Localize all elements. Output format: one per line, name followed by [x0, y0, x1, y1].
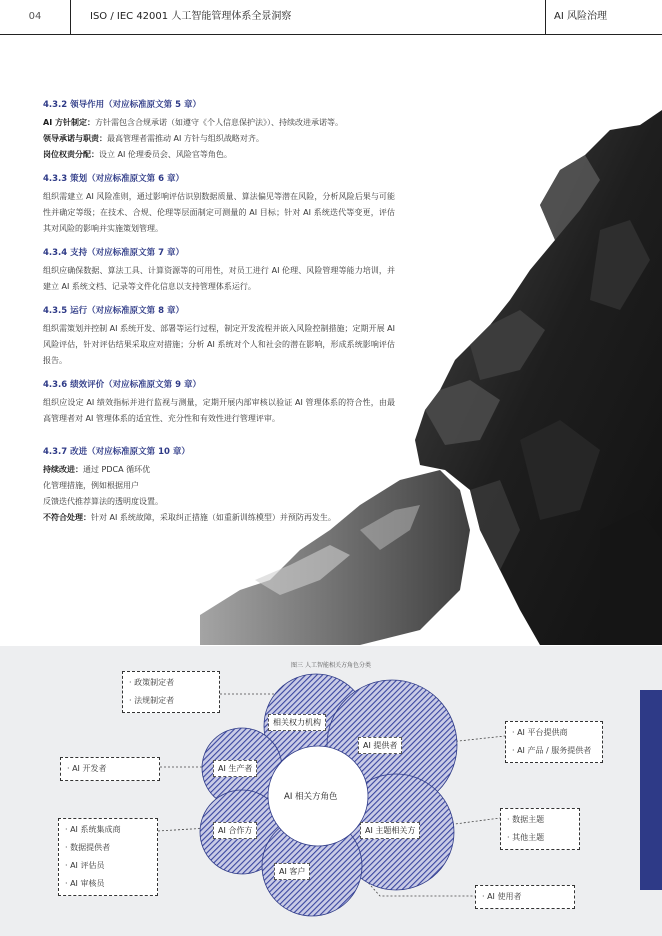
- main-content: [43, 98, 395, 526]
- annotation-authority: · 政策制定者 · 法规制定者: [122, 671, 220, 713]
- side-tab-decoration: [640, 690, 662, 890]
- annotation-partner: · AI 系统集成商 · 数据提供者 · AI 评估员 · AI 审核员: [58, 818, 158, 896]
- node-producer: AI 生产者: [213, 760, 257, 777]
- section-name: AI 风险治理: [545, 0, 662, 34]
- node-provider: AI 提供者: [358, 737, 402, 754]
- diagram-caption: 图三 人工智能相关方角色分类: [291, 662, 371, 669]
- section-title: 4.3.3 策划（对应标准原文第 6 章）: [43, 174, 184, 184]
- node-subject: AI 主题相关方: [360, 822, 420, 839]
- section-support: [43, 246, 395, 295]
- section-performance: [43, 378, 395, 445]
- list-item: 岗位权责分配：设立 AI 伦理委员会、风险官等角色。: [43, 150, 232, 159]
- node-authority: 相关权力机构: [268, 714, 326, 731]
- section-text: 组织应确保数据、算法工具、计算资源等的可用性，对员工进行 AI 伦理、风险管理等能力培训，并建立 AI 系统文档、记录等文件化信息以支持管理体系运行。: [43, 266, 395, 291]
- document-title: ISO / IEC 42001 人工智能管理体系全景洞察: [90, 11, 292, 22]
- page-header: [0, 0, 662, 35]
- section-leadership: [43, 98, 395, 172]
- center-label: AI 相关方角色: [284, 792, 338, 802]
- list-item-continued: 反馈迭代推荐算法的透明度设置。: [43, 497, 163, 506]
- section-title: 4.3.2 领导作用（对应标准原文第 5 章）: [43, 100, 201, 110]
- annotation-subject: · 数据主题 · 其他主题: [500, 808, 580, 850]
- annotation-producer: · AI 开发者: [60, 757, 160, 781]
- section-improvement: [43, 445, 395, 526]
- section-text: 组织需建立 AI 风险准则，通过影响评估识别数据质量、算法偏见等潜在风险，分析风险后果与可能性并确定等级；在技术、合规、伦理等层面制定可测量的 AI 目标；针对 AI 系统迭代等变更，评估其对风险的影响并实施策划管理。: [43, 192, 395, 233]
- section-title: 4.3.6 绩效评价（对应标准原文第 9 章）: [43, 380, 201, 390]
- node-customer: AI 客户: [274, 863, 310, 880]
- list-item: 不符合处理：针对 AI 系统故障，采取纠正措施（如重新训练模型）并预防再发生。: [43, 513, 336, 522]
- section-text: 组织应设定 AI 绩效指标并进行监视与测量，定期开展内部审核以验证 AI 管理体系的符合性，由最高管理者对 AI 管理体系的适宜性、充分性和有效性进行管理评审。: [43, 398, 395, 423]
- page-number: 04: [0, 0, 71, 34]
- annotation-customer: · AI 使用者: [475, 885, 575, 909]
- list-item-continued: 化管理措施，例如根据用户: [43, 481, 139, 490]
- section-title: 4.3.5 运行（对应标准原文第 8 章）: [43, 306, 184, 316]
- section-planning: [43, 172, 395, 237]
- section-title: 4.3.4 支持（对应标准原文第 7 章）: [43, 248, 184, 258]
- section-text: 组织需策划并控制 AI 系统开发、部署等运行过程，制定开发流程并嵌入风险控制措施；定期开展 AI 风险评估，针对评估结果采取应对措施；分析 AI 系统对个人和社会的潜在影响，形成系统影响评估报告。: [43, 324, 395, 365]
- section-title: 4.3.7 改进（对应标准原文第 10 章）: [43, 447, 190, 457]
- annotation-provider: · AI 平台提供商 · AI 产品 / 服务提供者: [505, 721, 603, 763]
- section-operation: [43, 304, 395, 369]
- list-item: AI 方针制定：方针需包含合规承诺（如遵守《个人信息保护法》）、持续改进承诺等。: [43, 118, 343, 127]
- list-item: 领导承诺与职责：最高管理者需推动 AI 方针与组织战略对齐。: [43, 134, 264, 143]
- node-partner: AI 合作方: [213, 822, 257, 839]
- list-item: 持续改进：通过 PDCA 循环优: [43, 465, 151, 474]
